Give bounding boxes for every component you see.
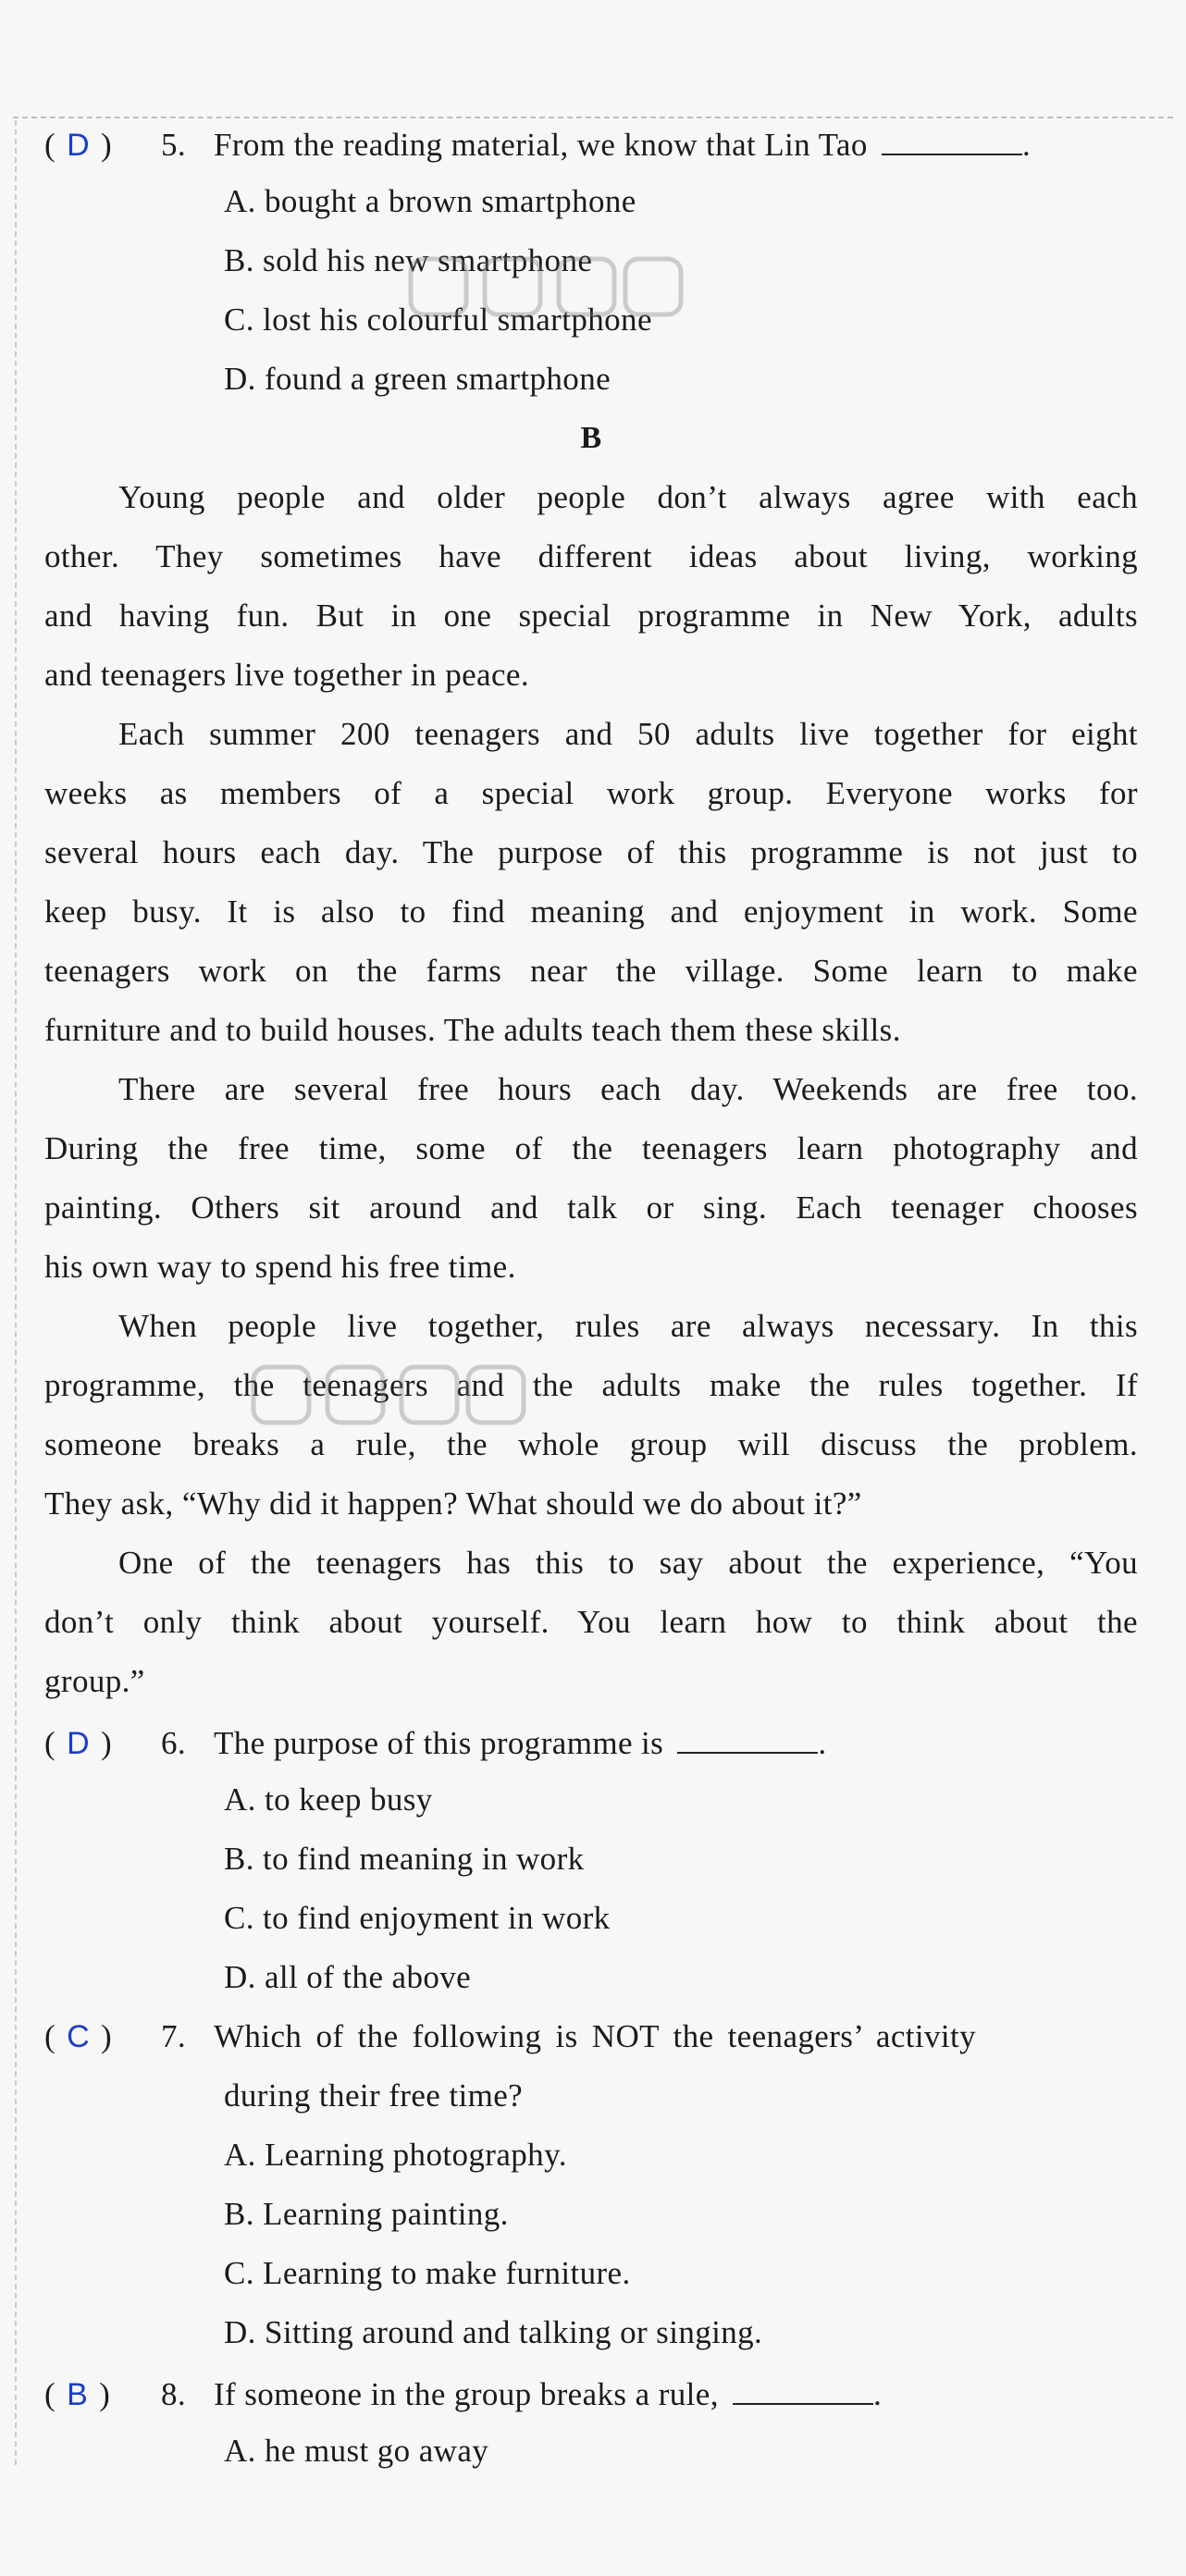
passage-line: someone breaks a rule, the whole group will discuss the problem.: [44, 1426, 1138, 1462]
answer-8: B: [67, 2377, 89, 2412]
question-number: 7.: [161, 2018, 187, 2054]
passage-line: group.”: [44, 1663, 145, 1699]
passage-line: weeks as members of a special work group. Everyone works for: [44, 775, 1138, 811]
passage-line: They ask, “Why did it happen? What should we do about it?”: [44, 1485, 862, 1522]
answer-5: D: [67, 128, 91, 163]
answer-blank: [677, 1711, 818, 1754]
passage-line: There are several free hours each day. Weekends are free too.: [118, 1071, 1138, 1107]
option-a: A. Learning photography.: [224, 2137, 567, 2173]
left-dashed-rule: [15, 120, 17, 2465]
option-d: D. all of the above: [224, 1959, 472, 1995]
option-b: B. to find meaning in work: [224, 1841, 585, 1877]
option-a: A. he must go away: [224, 2433, 489, 2469]
answer-bracket: ( C ): [44, 2018, 113, 2054]
passage-line: During the free time, some of the teenagers learn photography and: [44, 1130, 1138, 1166]
passage-line: teenagers work on the farms near the village. Some learn to make: [44, 953, 1138, 989]
answer-bracket: ( B ): [44, 2376, 111, 2412]
question-5-stem: ( D ) 5. From the reading material, we know that Lin Tao .: [44, 113, 1138, 172]
passage-line: When people live together, rules are always necessary. In this: [118, 1308, 1138, 1344]
question-8-stem: ( B ) 8. If someone in the group breaks a rule, .: [44, 2362, 1138, 2422]
option-b: B. sold his new smartphone: [224, 242, 593, 278]
option-a: A. to keep busy: [224, 1781, 433, 1818]
passage-line: Young people and older people don’t always agree with each: [118, 479, 1138, 515]
option-a: A. bought a brown smartphone: [224, 183, 636, 219]
question-number: 5.: [161, 127, 187, 163]
answer-7: C: [67, 2019, 91, 2054]
answer-bracket: ( D ): [44, 127, 113, 163]
section-title: B: [580, 421, 602, 455]
reading-passage: [44, 468, 1138, 1711]
question-text: If someone in the group breaks a rule,: [214, 2376, 719, 2412]
question-text: The purpose of this programme is: [214, 1725, 664, 1761]
passage-line: programme, the teenagers and the adults make the rules together. If: [44, 1367, 1138, 1403]
passage-line: One of the teenagers has this to say about the experience, “You: [118, 1545, 1138, 1581]
question-7-stem: [44, 2007, 1138, 2066]
option-b: B. Learning painting.: [224, 2196, 509, 2232]
passage-line: don’t only think about yourself. You learn how to think about the: [44, 1604, 1138, 1640]
passage-line: keep busy. It is also to find meaning and enjoyment in work. Some: [44, 894, 1138, 930]
question-text: From the reading material, we know that Lin Tao: [214, 127, 868, 163]
question-7-stem-continued: during their free time?: [224, 2077, 524, 2114]
option-c: C. lost his colourful smartphone: [224, 302, 652, 338]
passage-line: other. They sometimes have different ideas about living, working: [44, 538, 1138, 574]
passage-line: Each summer 200 teenagers and 50 adults live together for eight: [118, 716, 1138, 752]
passage-line: furniture and to build houses. The adults teach them these skills.: [44, 1012, 901, 1048]
question-number: 8.: [161, 2376, 187, 2412]
question-number: 6.: [161, 1725, 187, 1761]
option-d: D. Sitting around and talking or singing.: [224, 2314, 763, 2350]
passage-line: his own way to spend his free time.: [44, 1249, 516, 1285]
answer-blank: [882, 113, 1022, 155]
passage-line: and having fun. But in one special programme in New York, adults: [44, 598, 1138, 634]
answer-blank: [733, 2362, 873, 2405]
passage-line: several hours each day. The purpose of this programme is not just to: [44, 834, 1138, 870]
passage-line: painting. Others sit around and talk or sing. Each teenager chooses: [44, 1189, 1138, 1226]
answer-6: D: [67, 1726, 91, 1761]
option-d: D. found a green smartphone: [224, 361, 612, 397]
question-6-stem: ( D ) 6. The purpose of this programme is .: [44, 1711, 1138, 1770]
question-text: Which of the following is NOT the teenagers’ activity: [214, 2018, 977, 2054]
worksheet-content: [44, 113, 1138, 2481]
option-c: C. Learning to make furniture.: [224, 2255, 631, 2291]
answer-bracket: ( D ): [44, 1725, 113, 1761]
passage-line: and teenagers live together in peace.: [44, 657, 529, 693]
option-c: C. to find enjoyment in work: [224, 1900, 611, 1936]
